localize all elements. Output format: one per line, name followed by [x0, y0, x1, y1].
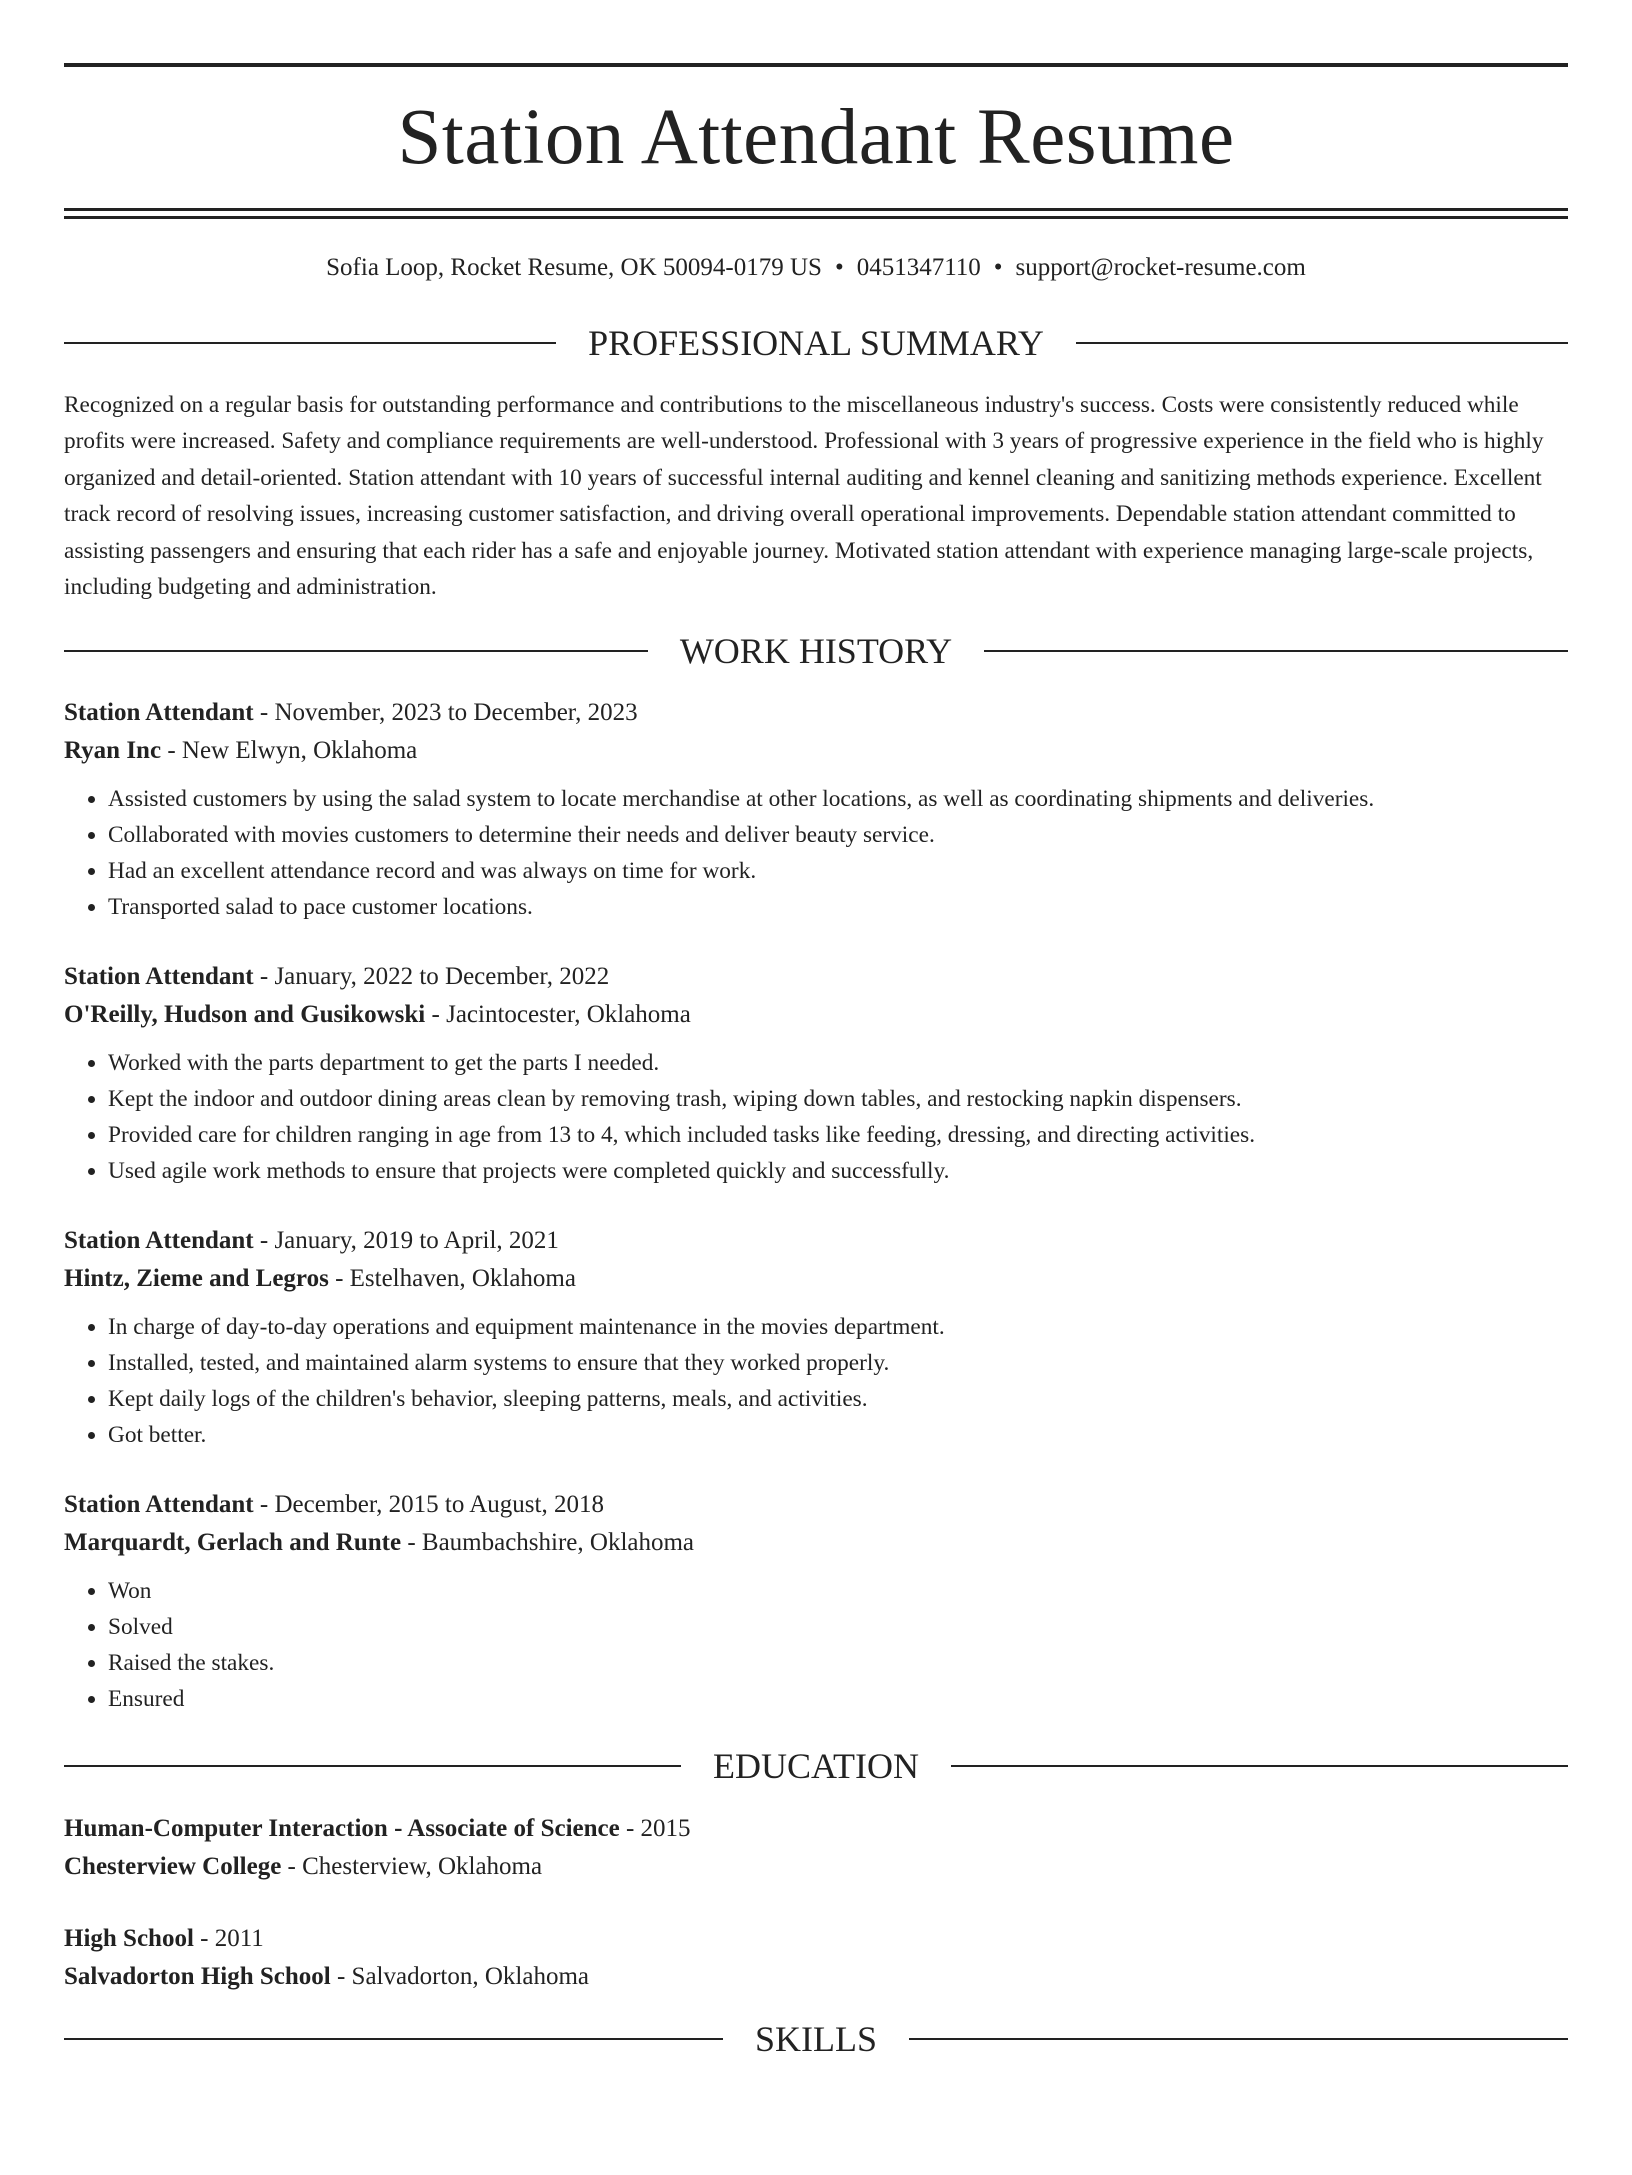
job-bullet: • In charge of day-to-day operations and equipment maintenance in the movies department. — [108, 1309, 1568, 1345]
section-title-summary: PROFESSIONAL SUMMARY — [588, 322, 1044, 363]
job-dates: - December, 2015 to August, 2018 — [253, 1491, 604, 1519]
job-company-line — [64, 1524, 1568, 1562]
contact-separator: • — [993, 253, 1003, 281]
job-location: - Baumbachshire, Oklahoma — [401, 1529, 695, 1557]
contact-phone: 0451347110 — [856, 253, 981, 281]
job-bullets — [64, 1309, 1568, 1453]
resume-page — [0, 63, 1632, 2175]
job-title-line — [64, 1222, 1568, 1260]
job-bullets — [64, 1045, 1568, 1189]
job-company-line — [64, 1260, 1568, 1298]
job-title-line — [64, 1486, 1568, 1524]
education-year: - 2015 — [619, 1815, 691, 1843]
education-school: Chesterview College — [64, 1853, 282, 1881]
contact-email[interactable]: support@rocket-resume.com — [1015, 253, 1306, 281]
job-dates: - November, 2023 to December, 2023 — [253, 699, 638, 727]
education-location: - Chesterview, Oklahoma — [281, 1853, 543, 1881]
heading-rule-right — [1076, 342, 1568, 344]
section-heading-education — [64, 1746, 1568, 1787]
job-entry — [64, 694, 1568, 925]
job-bullet: • Provided care for children ranging in age from 13 to 4, which included tasks like feeding, dressing, and directing activities. — [108, 1117, 1568, 1153]
heading-rule-left — [64, 342, 556, 344]
education-entry — [64, 1810, 1568, 1886]
job-company: Ryan Inc — [64, 737, 162, 765]
education-degree: Human-Computer Interaction - Associate of Science — [64, 1815, 620, 1843]
job-title: Station Attendant — [64, 963, 254, 991]
heading-rule-right — [909, 2038, 1568, 2040]
job-bullet: • Kept daily logs of the children's behavior, sleeping patterns, meals, and activities. — [108, 1381, 1568, 1417]
section-title-education: EDUCATION — [713, 1746, 919, 1787]
job-bullet: • Won — [108, 1573, 1568, 1609]
job-location: - Estelhaven, Oklahoma — [328, 1265, 576, 1293]
contact-line — [64, 253, 1568, 283]
job-bullet: • Transported salad to pace customer locations. — [108, 889, 1568, 925]
education-school: Salvadorton High School — [64, 1963, 331, 1991]
job-title: Station Attendant — [64, 699, 254, 727]
job-title: Station Attendant — [64, 1227, 254, 1255]
job-bullet: • Got better. — [108, 1417, 1568, 1453]
job-bullets — [64, 781, 1568, 925]
summary-paragraph: Recognized on a regular basis for outstanding performance and contributions to the miscellaneous industry's success. Costs were consistently reduced while profits were increased. Safety and compliance requirements are well-understood. Professional with 3 years of progressive experience in the field who is highly organized and detail-oriented. Station attendant with 10 years of successful internal auditing and kennel cleaning and sanitizing methods experience. Excellent track record of resolving issues, increasing customer satisfaction, and driving overall operational improvements. Dependable station attendant committed to assisting passengers and ensuring that each rider has a safe and enjoyable journey. Motivated station attendant with experience managing large-scale projects, including budgeting and administration. — [64, 391, 1544, 600]
section-heading-work-history — [64, 631, 1568, 672]
education-degree-line — [64, 1920, 1568, 1958]
job-entry — [64, 958, 1568, 1189]
heading-rule-left — [64, 1765, 681, 1767]
job-bullet: • Installed, tested, and maintained alarm systems to ensure that they worked properly. — [108, 1345, 1568, 1381]
job-bullet: • Worked with the parts department to get the parts I needed. — [108, 1045, 1568, 1081]
job-entry — [64, 1486, 1568, 1717]
job-bullet: • Kept the indoor and outdoor dining areas clean by removing trash, wiping down tables, and restocking napkin dispensers. — [108, 1081, 1568, 1117]
education-year: - 2011 — [193, 1925, 264, 1953]
job-bullets — [64, 1573, 1568, 1717]
job-company: Hintz, Zieme and Legros — [64, 1265, 329, 1293]
top-rule — [64, 63, 1568, 67]
education-degree: High School — [64, 1925, 194, 1953]
education-degree-line — [64, 1810, 1568, 1848]
job-title: Station Attendant — [64, 1491, 254, 1519]
job-bullet: • Used agile work methods to ensure that projects were completed quickly and successfully. — [108, 1153, 1568, 1189]
education-school-line — [64, 1848, 1568, 1886]
job-entry — [64, 1222, 1568, 1453]
heading-rule-right — [951, 1765, 1568, 1767]
job-bullet: • Had an excellent attendance record and was always on time for work. — [108, 853, 1568, 889]
education-school-line — [64, 1958, 1568, 1996]
section-title-work-history: WORK HISTORY — [679, 631, 953, 672]
job-company: O'Reilly, Hudson and Gusikowski — [64, 1001, 426, 1029]
job-title-line — [64, 694, 1568, 732]
title-double-rule — [64, 208, 1568, 219]
education-entry — [64, 1920, 1568, 1996]
job-company-line — [64, 996, 1568, 1034]
job-bullet: • Ensured — [108, 1681, 1568, 1717]
job-dates: - January, 2022 to December, 2022 — [253, 963, 610, 991]
contact-separator: • — [834, 253, 844, 281]
job-bullet: • Assisted customers by using the salad system to locate merchandise at other locations, as well as coordinating shipments and deliveries. — [108, 781, 1568, 817]
heading-rule-left — [64, 650, 648, 652]
job-bullet: • Raised the stakes. — [108, 1645, 1568, 1681]
job-bullet: • Solved — [108, 1609, 1568, 1645]
heading-rule-right — [984, 650, 1568, 652]
job-company: Marquardt, Gerlach and Runte — [64, 1529, 402, 1557]
education-location: - Salvadorton, Oklahoma — [330, 1963, 590, 1991]
section-heading-summary — [64, 322, 1568, 363]
job-location: - New Elwyn, Oklahoma — [161, 737, 418, 765]
resume-title: Station Attendant Resume — [397, 94, 1235, 181]
job-bullet: • Collaborated with movies customers to determine their needs and deliver beauty service. — [108, 817, 1568, 853]
job-title-line — [64, 958, 1568, 996]
job-company-line — [64, 732, 1568, 770]
section-title-skills: SKILLS — [755, 2019, 878, 2060]
section-heading-skills — [64, 2019, 1568, 2060]
job-location: - Jacintocester, Oklahoma — [425, 1001, 691, 1029]
job-dates: - January, 2019 to April, 2021 — [253, 1227, 559, 1255]
contact-address: Sofia Loop, Rocket Resume, OK 50094-0179 US — [326, 253, 822, 281]
heading-rule-left — [64, 2038, 723, 2040]
